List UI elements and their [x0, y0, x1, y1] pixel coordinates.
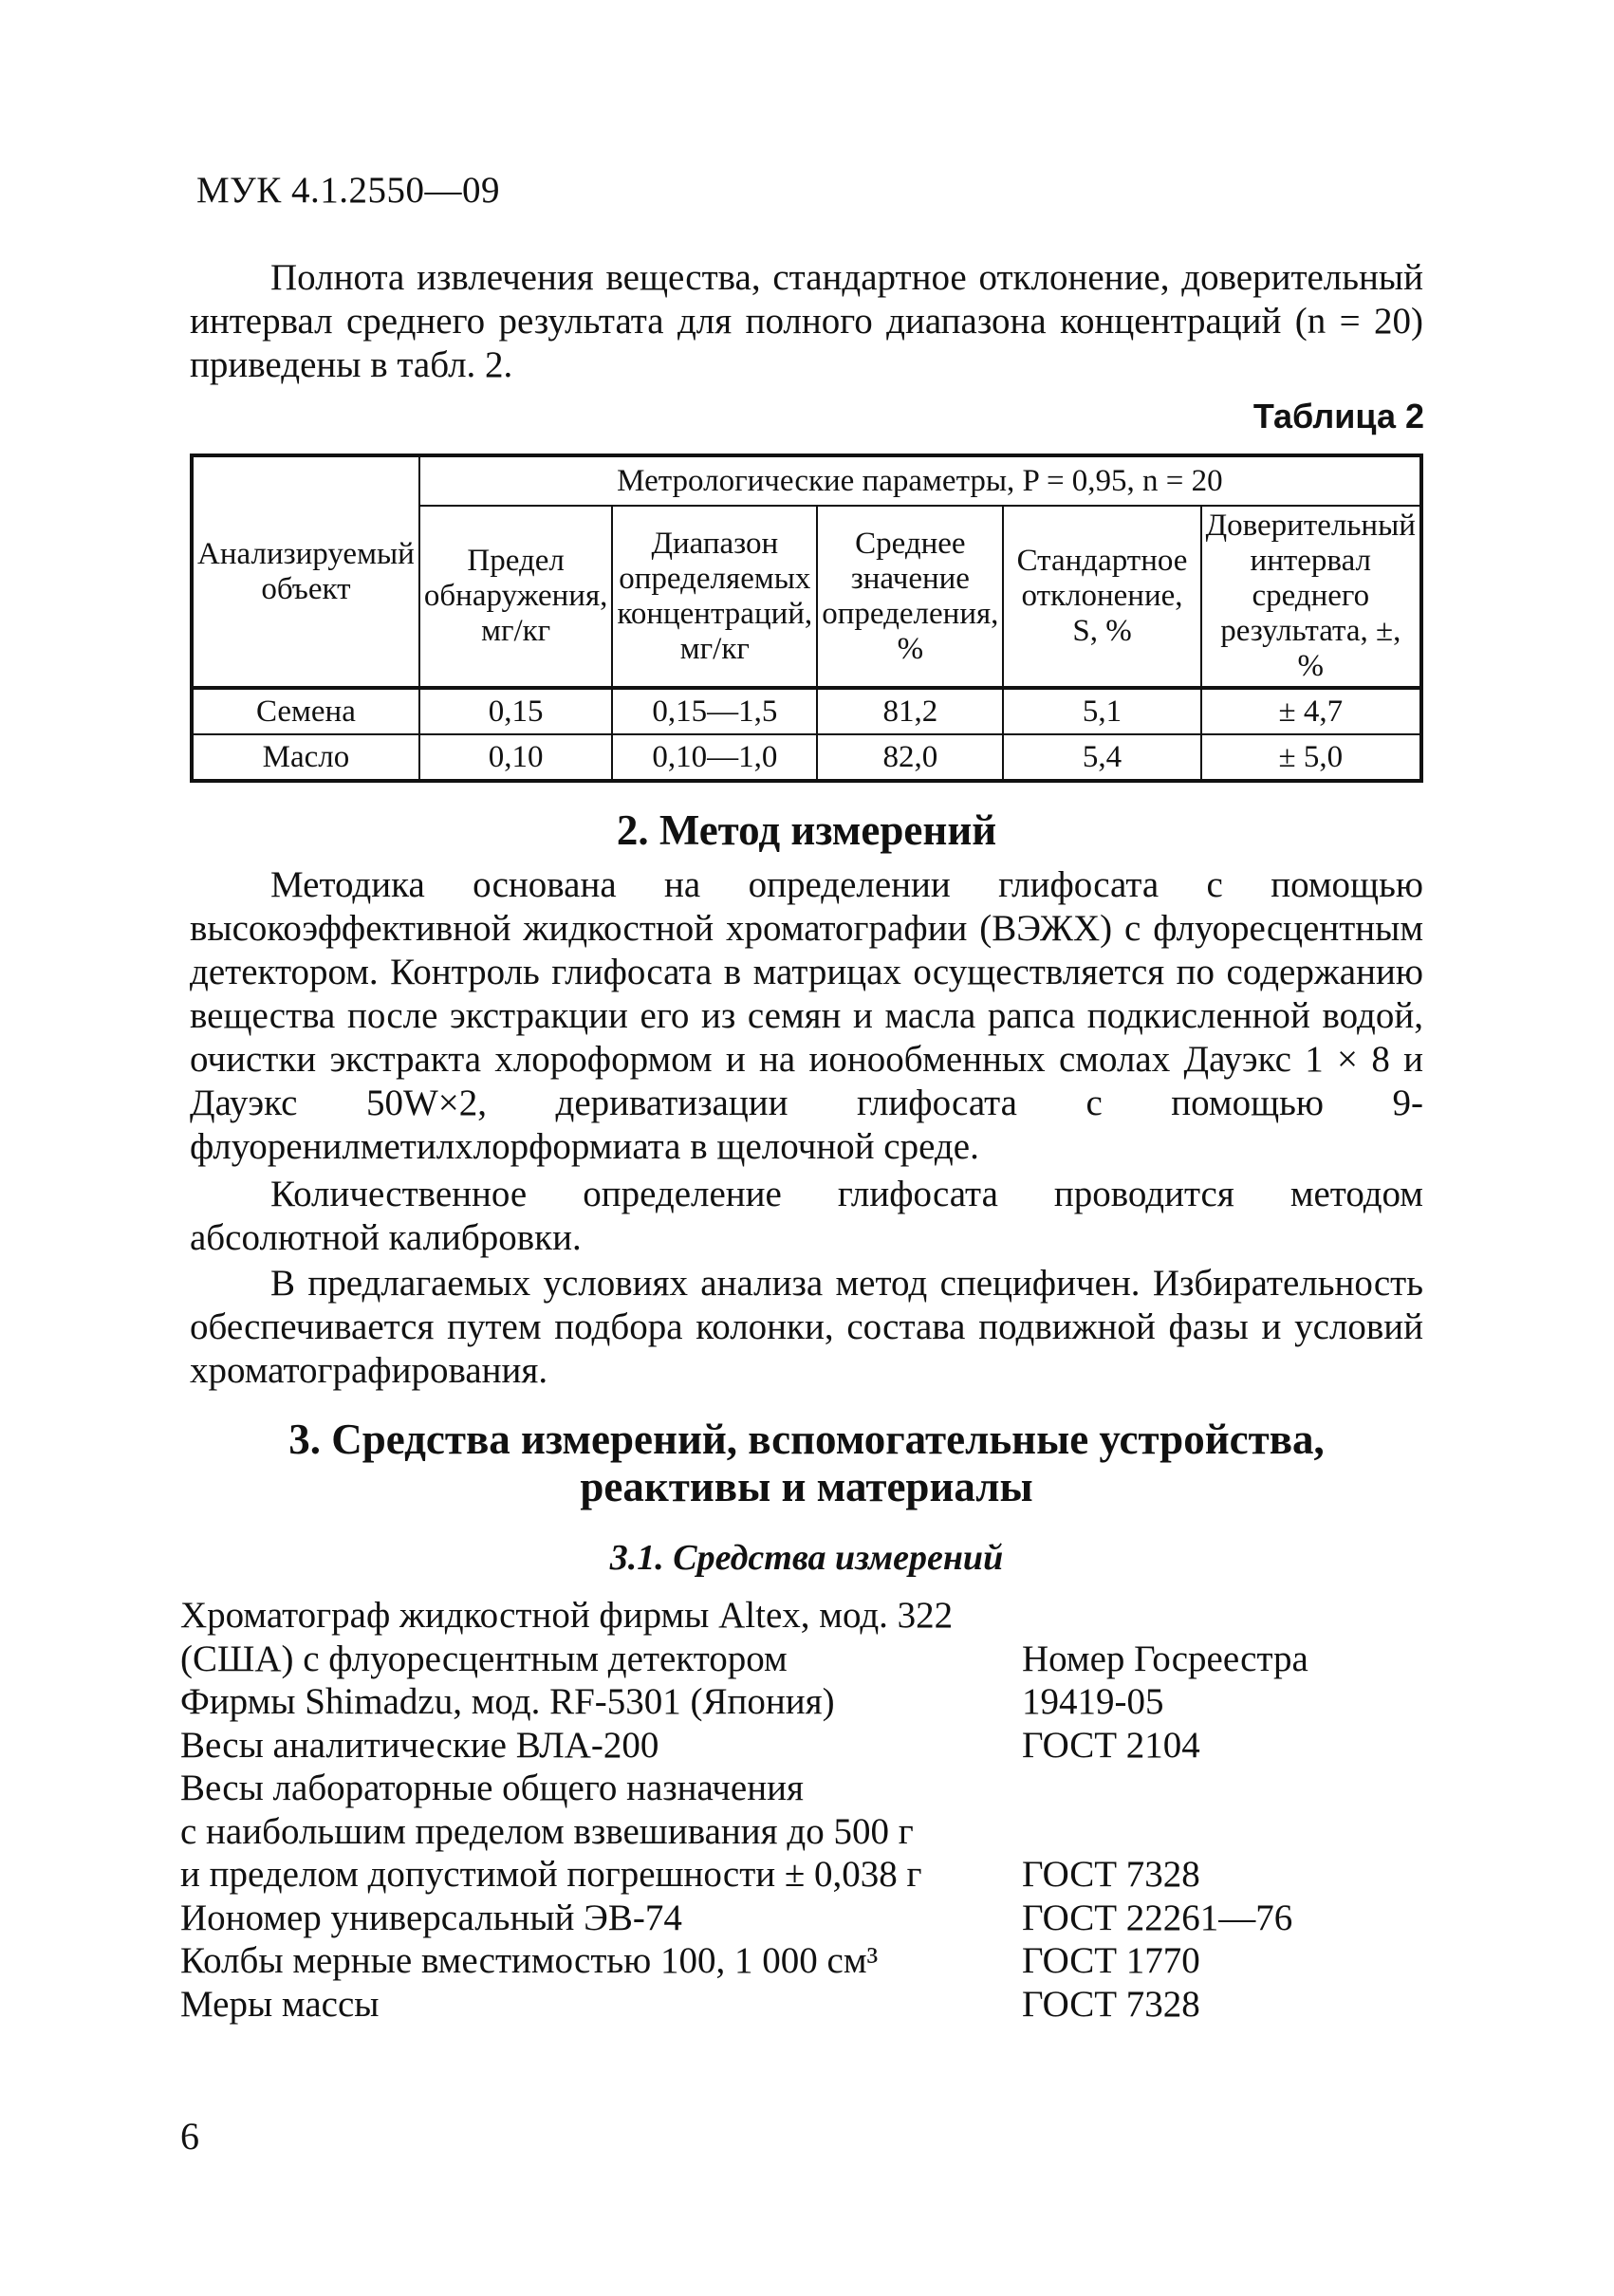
table-cell: ± 5,0	[1201, 734, 1421, 781]
list-item	[180, 1767, 1433, 1810]
table-cell: 0,10	[419, 734, 613, 781]
instrument-name: Меры массы	[180, 1983, 380, 2025]
paragraph-text: Методика основана на определении глифосата с помощью высокоэффективной жидкостной хроматографии (ВЭЖХ) с флуоресцентным детектором. Контроль глифосата в матрицах осуществляется по содержанию вещества после экстракции его из семян и масла рапса подкисленной водой, очистки экстракта хлороформом и на ионообменных смолах Дауэкс 1 × 8 и Дауэкс 50W×2, дериватизации глифосата с помощью 9-флуоренилметилхлорформиата в щелочной среде.	[190, 864, 1423, 1167]
instrument-reference: ГОСТ 2104	[1022, 1724, 1200, 1766]
list-item	[180, 1939, 1433, 1983]
column-header: Среднее значение определения, %	[817, 506, 1003, 688]
instrument-name: Весы аналитические ВЛА-200	[180, 1724, 659, 1766]
table-cell: 81,2	[817, 688, 1003, 734]
list-item	[180, 1810, 1433, 1854]
list-item	[180, 1724, 1433, 1768]
page-number: 6	[180, 2115, 199, 2157]
list-item	[180, 1680, 1433, 1724]
column-header: Диапазон определяемых концентраций, мг/кг	[612, 506, 817, 688]
instrument-reference: Номер Госреестра	[1022, 1638, 1308, 1679]
subsection-3-1-title: 3.1. Средства измерений	[609, 1538, 1004, 1578]
list-item	[180, 1853, 1433, 1897]
section-3-title	[190, 1416, 1423, 1510]
table-row	[192, 734, 1421, 781]
instrument-name: Фирмы Shimadzu, мод. RF-5301 (Япония)	[180, 1681, 835, 1722]
table-cell: 0,15—1,5	[612, 688, 817, 734]
list-item	[180, 1897, 1433, 1940]
table-cell: Масло	[192, 734, 419, 781]
instrument-reference: ГОСТ 7328	[1022, 1983, 1200, 2025]
instrument-reference: 19419-05	[1022, 1681, 1164, 1722]
instrument-name: и пределом допустимой погрешности ± 0,038 г	[180, 1854, 922, 1895]
table-cell: 0,10—1,0	[612, 734, 817, 781]
instrument-reference: ГОСТ 1770	[1022, 1940, 1200, 1981]
instrument-name: с наибольшим пределом взвешивания до 500 г	[180, 1810, 914, 1852]
section-2-paragraph	[190, 863, 1423, 1169]
table-cell: 82,0	[817, 734, 1003, 781]
instrument-name: (США) с флуоресцентным детектором	[180, 1638, 788, 1679]
instrument-reference: ГОСТ 7328	[1022, 1854, 1200, 1895]
results-table	[190, 454, 1423, 783]
section-2-title: 2. Метод измерений	[616, 806, 997, 854]
instrument-name: Хроматограф жидкостной фирмы Altex, мод. 322	[180, 1595, 954, 1636]
section-2-paragraph	[190, 1262, 1423, 1393]
column-header: Предел обнаружения, мг/кг	[419, 506, 613, 688]
object-header: Анализируемый объект	[192, 455, 419, 688]
list-item	[180, 1638, 1433, 1681]
list-item	[180, 1594, 1433, 1638]
list-item	[180, 1983, 1433, 2027]
intro-text: Полнота извлечения вещества, стандартное отклонение, доверительный интервал среднего результата для полного диапазона концентраций (n = 20) приведены в табл. 2.	[190, 257, 1423, 385]
table-cell: ± 4,7	[1201, 688, 1421, 734]
instrument-name: Колбы мерные вместимостью 100, 1 000 см³	[180, 1940, 879, 1981]
table-caption: Таблица 2	[1252, 397, 1424, 435]
instrument-name: Весы лабораторные общего назначения	[180, 1768, 804, 1808]
instruments-list	[180, 1594, 1433, 2026]
instrument-name: Иономер универсальный ЭВ-74	[180, 1897, 682, 1938]
document-code: МУК 4.1.2550—09	[196, 170, 501, 211]
section-3-title-line: 3. Средства измерений, вспомогательные устройства,	[288, 1416, 1325, 1463]
section-2-paragraph	[190, 1173, 1423, 1260]
paragraph-text: Количественное определение глифосата проводится методом абсолютной калибровки.	[190, 1174, 1423, 1258]
group-header: Метрологические параметры, P = 0,95, n = 20	[419, 455, 1421, 506]
section-3-title-line: реактивы и материалы	[580, 1463, 1033, 1510]
table-cell: 5,4	[1003, 734, 1200, 781]
table-row	[192, 688, 1421, 734]
table-cell: 0,15	[419, 688, 613, 734]
intro-paragraph	[190, 256, 1423, 387]
table-cell: Семена	[192, 688, 419, 734]
column-header: Стандартное отклонение, S, %	[1003, 506, 1200, 688]
instrument-reference: ГОСТ 22261—76	[1022, 1897, 1293, 1938]
column-header: Доверительный интервал среднего результата, ±, %	[1201, 506, 1421, 688]
table-cell: 5,1	[1003, 688, 1200, 734]
paragraph-text: В предлагаемых условиях анализа метод специфичен. Избирательность обеспечивается путем подбора колонки, состава подвижной фазы и условий хроматографирования.	[190, 1263, 1423, 1391]
